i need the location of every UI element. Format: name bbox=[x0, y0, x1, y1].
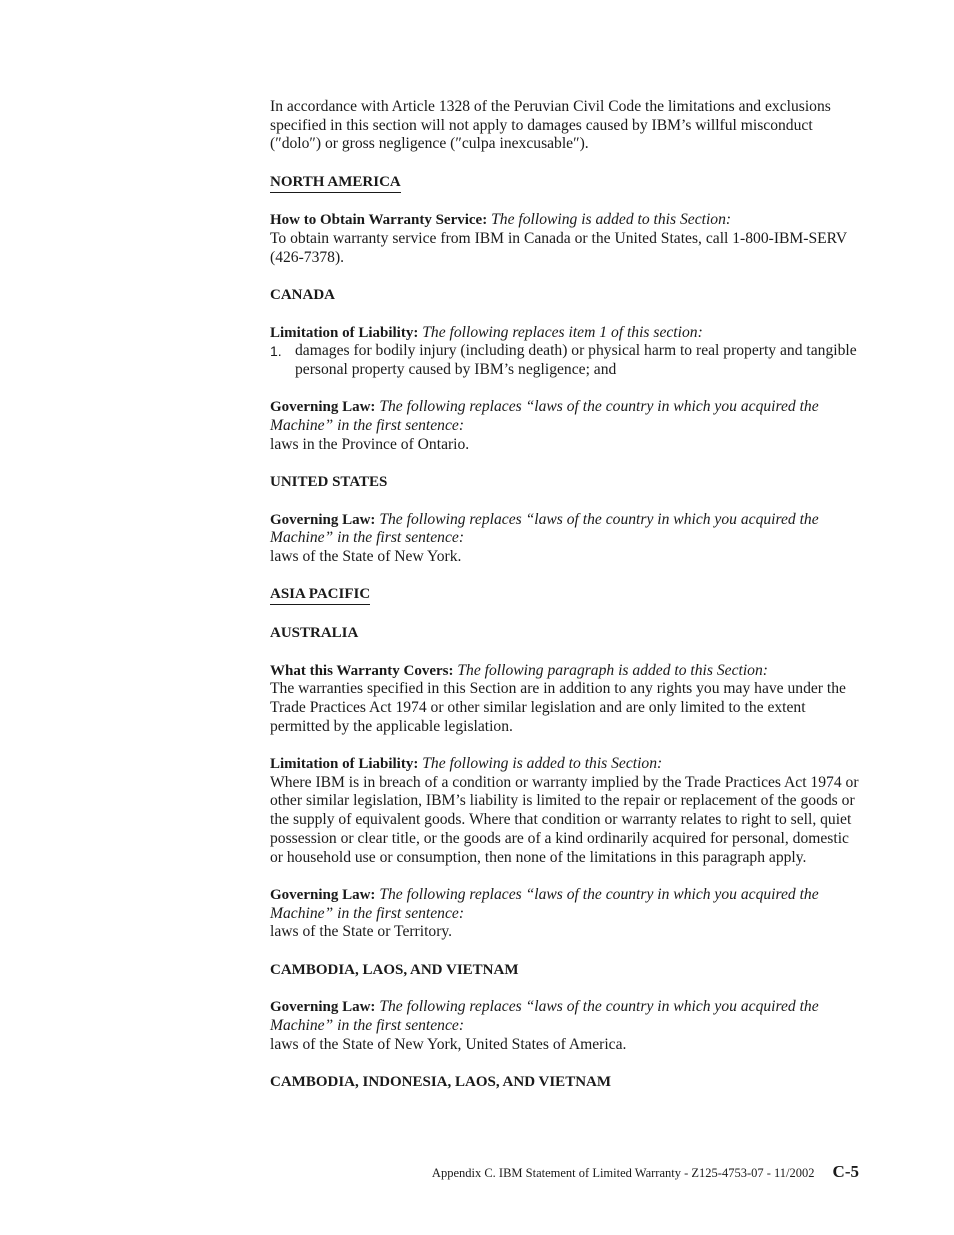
cambodia-laos-vietnam-heading: CAMBODIA, LAOS, AND VIETNAM bbox=[270, 961, 519, 978]
section-australia bbox=[270, 624, 860, 643]
canada-law-label: Governing Law: bbox=[270, 399, 376, 416]
section-asia-pacific bbox=[270, 585, 860, 605]
australia-law-text: laws of the State or Territory. bbox=[270, 923, 453, 941]
australia-governing-law bbox=[270, 886, 860, 942]
australia-liability-text: Where IBM is in breach of a condition or warranty implied by the Trade Practices Act 1974 or other similar legislation, IBM’s liability is limited to the repair or replacement of the goods or the supply of equivalent goods. Where that condition or warranty relates to right to sell, quiet possession or clear title, or the goods are of a kind ordinarily acquired for personal, domestic or household use or consumption, then none of the limitations in this paragraph apply. bbox=[270, 773, 859, 866]
page-number: C-5 bbox=[832, 1162, 859, 1181]
canada-governing-law bbox=[270, 398, 860, 454]
service-text: To obtain warranty service from IBM in Canada or the United States, call 1-800-IBM-SERV (426-7378). bbox=[270, 230, 847, 266]
australia-law-label: Governing Law: bbox=[270, 886, 376, 903]
section-cambodia-laos-vietnam bbox=[270, 961, 860, 980]
clv-law-note: The following replaces “laws of the country in which you acquired the Machine” in the first sentence: bbox=[270, 998, 819, 1034]
item-number: 1. bbox=[270, 343, 282, 360]
cambodia-indonesia-laos-vietnam-heading: CAMBODIA, INDONESIA, LAOS, AND VIETNAM bbox=[270, 1073, 612, 1090]
canada-law-note: The following replaces “laws of the country in which you acquired the Machine” in the first sentence: bbox=[270, 398, 819, 435]
section-canada bbox=[270, 286, 860, 305]
page-footer bbox=[432, 1162, 859, 1182]
clv-governing-law bbox=[270, 998, 860, 1054]
canada-liability-note: The following replaces item 1 of this section: bbox=[422, 323, 703, 341]
canada-liability bbox=[270, 324, 860, 380]
united-states-heading: UNITED STATES bbox=[270, 474, 388, 491]
canada-heading: CANADA bbox=[270, 287, 335, 304]
covers-note: The following paragraph is added to this Section: bbox=[457, 661, 768, 679]
service-note: The following is added to this Section: bbox=[491, 211, 732, 229]
footer-text: Appendix C. IBM Statement of Limited Warranty - Z125-4753-07 - 11/2002 bbox=[431, 1166, 815, 1180]
australia-liability-label: Limitation of Liability: bbox=[270, 756, 419, 773]
australia-liability-note: The following is added to this Section: bbox=[422, 755, 663, 773]
us-law-text: laws of the State of New York. bbox=[270, 548, 462, 566]
list-item bbox=[270, 342, 860, 379]
covers-text: The warranties specified in this Section are in addition to any rights you may have under the Trade Practices Act 1974 or other similar legislation and are only limited to the extent permitted by the applicable legislation. bbox=[270, 680, 846, 735]
canada-law-text: laws in the Province of Ontario. bbox=[270, 435, 470, 453]
us-governing-law bbox=[270, 511, 860, 567]
asia-pacific-heading: ASIA PACIFIC bbox=[270, 586, 370, 605]
section-cambodia-indonesia-laos-vietnam bbox=[270, 1073, 860, 1092]
document-body bbox=[270, 98, 860, 1110]
australia-liability bbox=[270, 755, 860, 867]
north-america-service bbox=[270, 211, 860, 267]
us-law-label: Governing Law: bbox=[270, 511, 376, 528]
canada-liability-label: Limitation of Liability: bbox=[270, 324, 419, 341]
clv-law-label: Governing Law: bbox=[270, 999, 376, 1016]
covers-label: What this Warranty Covers: bbox=[270, 662, 454, 679]
canada-liability-list bbox=[270, 342, 860, 379]
intro-paragraph bbox=[270, 98, 860, 154]
australia-law-note: The following replaces “laws of the country in which you acquired the Machine” in the first sentence: bbox=[270, 885, 819, 922]
item-text: damages for bodily injury (including death) or physical harm to real property and tangible personal property caused by IBM’s negligence; and bbox=[295, 342, 857, 379]
australia-covers bbox=[270, 662, 860, 737]
service-label: How to Obtain Warranty Service: bbox=[270, 212, 488, 229]
intro-text: In accordance with Article 1328 of the Peruvian Civil Code the limitations and exclusions specified in this section will not apply to damages caused by IBM’s willful misconduct (″dolo″) or gross negligence (″culpa inexcusable″). bbox=[270, 98, 831, 153]
australia-heading: AUSTRALIA bbox=[270, 625, 359, 642]
clv-law-text: laws of the State of New York, United States of America. bbox=[270, 1035, 627, 1053]
section-north-america bbox=[270, 173, 860, 193]
section-united-states bbox=[270, 473, 860, 492]
us-law-note: The following replaces “laws of the country in which you acquired the Machine” in the first sentence: bbox=[270, 510, 819, 547]
north-america-heading: NORTH AMERICA bbox=[270, 174, 401, 193]
